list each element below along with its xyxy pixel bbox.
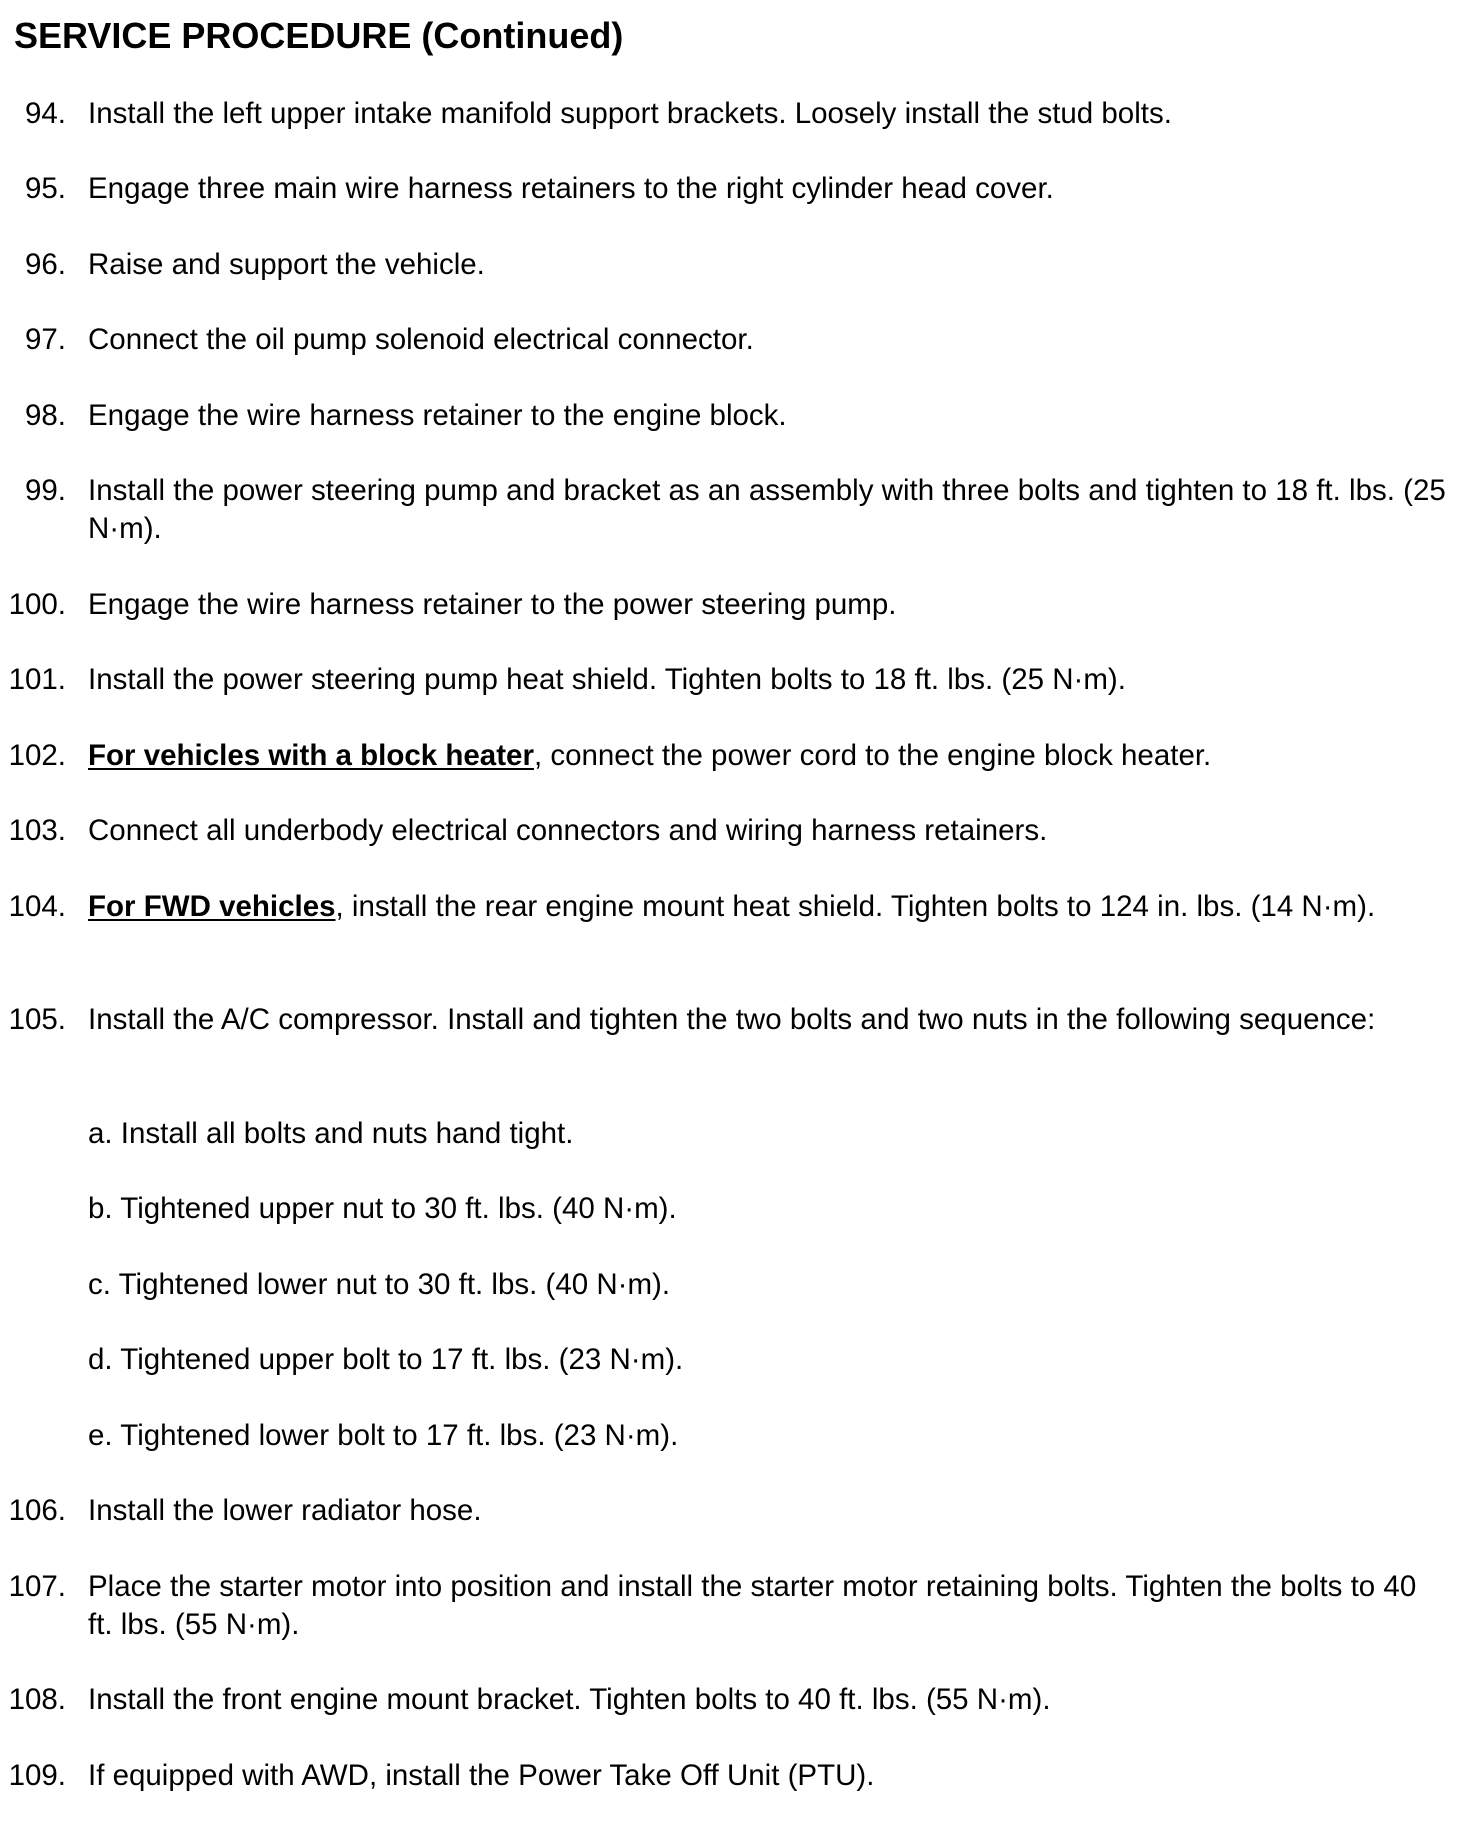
step-lead-emphasis: For vehicles with a block heater xyxy=(88,739,534,772)
step-text: Engage the wire harness retainer to the power steering pump. xyxy=(88,588,897,621)
step-number: 99. xyxy=(24,474,66,507)
step-number: 95. xyxy=(24,172,66,205)
substep-a: a. Install all bolts and nuts hand tight. xyxy=(88,1117,574,1150)
step-number: 108. xyxy=(8,1683,66,1716)
step-number: 104. xyxy=(8,890,66,923)
step-text: Connect all underbody electrical connectors and wiring harness retainers. xyxy=(88,814,1048,847)
page-title: SERVICE PROCEDURE (Continued) xyxy=(14,15,624,56)
step-number: 100. xyxy=(8,588,66,621)
step-text: Install the power steering pump and bracket as an assembly with three bolts and tighten to 18 ft. lbs. (25 N·m). xyxy=(88,474,1446,545)
step-number: 106. xyxy=(8,1494,66,1527)
step-number: 102. xyxy=(8,739,66,772)
step-text xyxy=(88,888,1448,926)
step-text xyxy=(88,737,1448,775)
step-number: 94. xyxy=(24,97,66,130)
step-number: 96. xyxy=(24,248,66,281)
step-number: 103. xyxy=(8,814,66,847)
step-number: 105. xyxy=(8,1003,66,1036)
step-text-rest: , install the rear engine mount heat shield. Tighten bolts to 124 in. lbs. (14 N·m). xyxy=(335,890,1376,923)
step-text: Raise and support the vehicle. xyxy=(88,248,485,281)
step-text: Connect the oil pump solenoid electrical connector. xyxy=(88,323,754,356)
step-text: Install the front engine mount bracket. Tighten bolts to 40 ft. lbs. (55 N·m). xyxy=(88,1683,1051,1716)
step-number: 107. xyxy=(8,1570,66,1603)
step-text: Place the starter motor into position and install the starter motor retaining bolts. Tighten the bolts to 40 ft. lbs. (55 N·m). xyxy=(88,1570,1417,1641)
step-text: If equipped with AWD, install the Power Take Off Unit (PTU). xyxy=(88,1759,875,1792)
step-text: Install the lower radiator hose. xyxy=(88,1494,482,1527)
step-lead-emphasis: For FWD vehicles xyxy=(88,890,336,923)
step-text: Install the power steering pump heat shield. Tighten bolts to 18 ft. lbs. (25 N·m). xyxy=(88,663,1126,696)
step-number: 109. xyxy=(8,1759,66,1792)
step-text-rest: , connect the power cord to the engine block heater. xyxy=(533,739,1212,772)
substep-c: c. Tightened lower nut to 30 ft. lbs. (40 N·m). xyxy=(88,1268,671,1301)
step-text: Engage the wire harness retainer to the engine block. xyxy=(88,399,787,432)
step-text: Install the left upper intake manifold support brackets. Loosely install the stud bolts. xyxy=(88,97,1172,130)
step-number: 101. xyxy=(8,663,66,696)
step-text: Engage three main wire harness retainers to the right cylinder head cover. xyxy=(88,172,1054,205)
substep-b: b. Tightened upper nut to 30 ft. lbs. (40 N·m). xyxy=(88,1192,677,1225)
step-number: 98. xyxy=(24,399,66,432)
step-text: Install the A/C compressor. Install and tighten the two bolts and two nuts in the following sequence: xyxy=(88,1003,1376,1036)
step-number: 97. xyxy=(24,323,66,356)
substep-e: e. Tightened lower bolt to 17 ft. lbs. (23 N·m). xyxy=(88,1419,679,1452)
substep-d: d. Tightened upper bolt to 17 ft. lbs. (23 N·m). xyxy=(88,1343,684,1376)
